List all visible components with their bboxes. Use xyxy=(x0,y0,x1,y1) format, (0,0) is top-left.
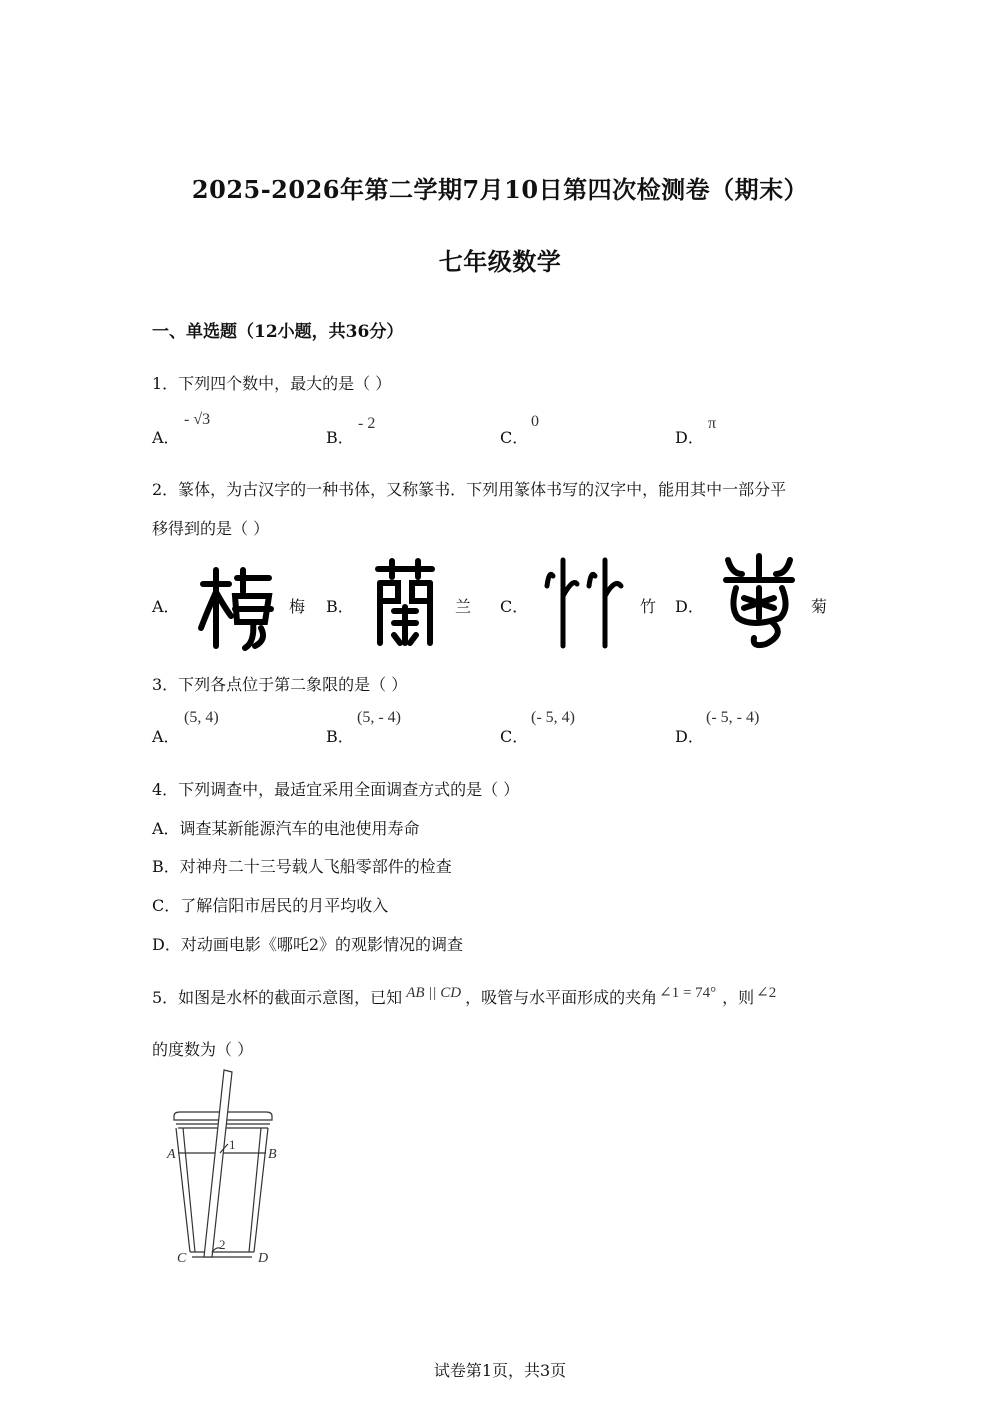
q2-option-d-label: D． xyxy=(675,597,704,616)
q3-option-a-label: A． xyxy=(152,727,180,746)
q1-option-a-label: A． xyxy=(152,428,180,447)
fig-label-b: B xyxy=(268,1147,277,1162)
q2-option-c-name: 竹 xyxy=(640,597,657,616)
q2-option-b-name: 兰 xyxy=(455,597,472,616)
fig-label-angle1: 1 xyxy=(229,1137,236,1152)
q3-option-a-value: (5, 4) xyxy=(184,709,219,726)
fig-label-c: C xyxy=(177,1251,187,1266)
question-3-stem: 3．下列各点位于第二象限的是（ ） xyxy=(152,675,408,694)
q2-option-b-label: B． xyxy=(326,597,354,616)
q4-option-a: A．调查某新能源汽车的电池使用寿命 xyxy=(152,819,420,838)
seal-script-ju-image xyxy=(722,552,796,650)
question-1-stem: 1．下列四个数中，最大的是（ ） xyxy=(152,374,392,393)
q1-option-c-value: 0 xyxy=(531,413,539,430)
fig-label-angle2: 2 xyxy=(219,1237,226,1252)
question-5-stem-line2: 的度数为（ ） xyxy=(152,1040,254,1059)
q4-option-d: D．对动画电影《哪吒2》的观影情况的调查 xyxy=(152,935,464,954)
page-title: 2025-2026年第二学期7月10日第四次检测卷（期末） xyxy=(191,175,809,204)
q2-option-a-label: A． xyxy=(152,597,180,616)
question-2-stem-line2: 移得到的是（ ） xyxy=(152,519,270,538)
q1-option-d-label: D． xyxy=(675,428,704,447)
q5-math-angle2: ∠2 xyxy=(756,985,777,1001)
q1-option-d-value: π xyxy=(708,415,717,432)
q5-stem-part-b: ，吸管与水平面形成的夹角 xyxy=(465,988,658,1007)
q3-option-d-label: D． xyxy=(675,727,704,746)
fig-label-d: D xyxy=(258,1251,269,1266)
q3-option-d-value: (- 5, - 4) xyxy=(706,709,760,726)
question-5-stem-line1 xyxy=(152,985,776,1008)
q2-option-a-name: 梅 xyxy=(289,597,306,616)
seal-script-lan-image xyxy=(372,557,438,649)
page-footer: 试卷第1页，共3页 xyxy=(433,1361,567,1380)
q5-stem-part-c: ，则 xyxy=(722,988,755,1007)
seal-script-zhu-image xyxy=(543,556,627,650)
q2-option-d-name: 菊 xyxy=(811,597,828,616)
cup-cross-section-figure xyxy=(160,1066,290,1272)
question-4-stem: 4．下列调查中，最适宜采用全面调查方式的是（ ） xyxy=(152,780,520,799)
q1-option-c-label: C． xyxy=(500,428,529,447)
q1-option-a-value: - √3 xyxy=(184,411,211,428)
question-2-stem-line1: 2．篆体，为古汉字的一种书体，又称篆书．下列用篆体书写的汉字中，能用其中一部分平 xyxy=(152,480,787,499)
q1-option-b-value: - 2 xyxy=(358,415,376,432)
q3-option-c-label: C． xyxy=(500,727,529,746)
q3-option-c-value: (- 5, 4) xyxy=(531,709,575,726)
seal-script-mei-image xyxy=(195,562,275,652)
fig-label-a: A xyxy=(167,1147,176,1162)
q5-math-angle1: ∠1 = 74° xyxy=(659,985,717,1001)
q4-option-b: B．对神舟二十三号载人飞船零部件的检查 xyxy=(152,857,452,876)
section-heading: 一、单选题（12小题，共36分） xyxy=(152,322,404,342)
q5-stem-part-a: 5．如图是水杯的截面示意图，已知 xyxy=(152,988,403,1007)
q3-option-b-value: (5, - 4) xyxy=(357,709,401,726)
page-subtitle: 七年级数学 xyxy=(438,247,562,276)
q5-math-parallel: AB || CD xyxy=(406,985,462,1001)
q2-option-c-label: C． xyxy=(500,597,529,616)
q4-option-c: C．了解信阳市居民的月平均收入 xyxy=(152,896,389,915)
q1-option-b-label: B． xyxy=(326,428,354,447)
q3-option-b-label: B． xyxy=(326,727,354,746)
